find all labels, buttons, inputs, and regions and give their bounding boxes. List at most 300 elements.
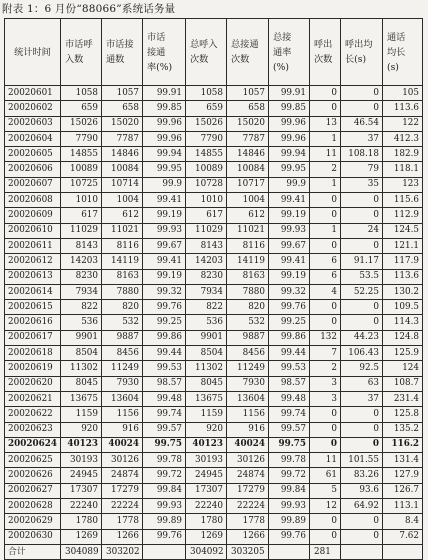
total-cell-total-connected: 303205 [227, 544, 269, 559]
cell-outgoing: 132 [310, 330, 341, 345]
cell-call-avg: 124.5 [383, 223, 423, 238]
cell-local-rate: 99.74 [143, 407, 186, 422]
table-row [5, 453, 423, 468]
cell-local-in: 1058 [61, 86, 102, 101]
cell-local-rate: 99.78 [143, 453, 186, 468]
traffic-table-container [4, 18, 422, 560]
cell-total-rate: 99.32 [269, 284, 310, 299]
cell-local-in: 1269 [61, 529, 102, 544]
cell-local-connected: 24874 [102, 468, 143, 483]
cell-local-in: 11029 [61, 223, 102, 238]
table-caption: 附表 1：6 月份“88066”系统话务量 [2, 3, 176, 15]
table-row [5, 300, 423, 315]
cell-total-in: 8143 [186, 238, 227, 253]
cell-total-rate: 99.76 [269, 300, 310, 315]
cell-call-avg: 182.9 [383, 147, 423, 162]
cell-local-connected: 1778 [102, 514, 143, 529]
cell-outgoing-avg: 37 [341, 131, 383, 146]
cell-local-connected: 820 [102, 300, 143, 315]
cell-call-avg: 126.7 [383, 483, 423, 498]
cell-local-rate: 99.95 [143, 162, 186, 177]
cell-outgoing: 0 [310, 315, 341, 330]
cell-local-connected: 916 [102, 422, 143, 437]
cell-local-in: 1780 [61, 514, 102, 529]
col-header-total-in: 总呼入 次数 [186, 19, 227, 86]
cell-outgoing: 0 [310, 238, 341, 253]
cell-local-connected: 30126 [102, 453, 143, 468]
cell-local-rate: 99.85 [143, 101, 186, 116]
cell-local-in: 22240 [61, 499, 102, 514]
cell-local-rate: 99.96 [143, 131, 186, 146]
cell-outgoing-avg: 0 [341, 101, 383, 116]
cell-outgoing: 4 [310, 284, 341, 299]
cell-total-in: 24945 [186, 468, 227, 483]
table-row [5, 422, 423, 437]
cell-local-connected: 15020 [102, 116, 143, 131]
cell-total-rate: 99.96 [269, 131, 310, 146]
cell-total-connected: 916 [227, 422, 269, 437]
cell-date: 20020627 [5, 483, 61, 498]
cell-outgoing-avg: 79 [341, 162, 383, 177]
cell-total-in: 1780 [186, 514, 227, 529]
cell-outgoing-avg: 92.5 [341, 361, 383, 376]
cell-date: 20020620 [5, 376, 61, 391]
cell-total-rate: 99.67 [269, 238, 310, 253]
cell-total-connected: 14119 [227, 254, 269, 269]
cell-local-rate: 99.32 [143, 284, 186, 299]
cell-local-connected: 658 [102, 101, 143, 116]
cell-total-connected: 10717 [227, 177, 269, 192]
cell-outgoing-avg: 0 [341, 315, 383, 330]
cell-total-rate: 99.89 [269, 514, 310, 529]
cell-outgoing: 0 [310, 208, 341, 223]
cell-total-rate: 99.25 [269, 315, 310, 330]
cell-total-rate: 99.96 [269, 116, 310, 131]
cell-outgoing-avg: 0 [341, 422, 383, 437]
cell-total-connected: 17279 [227, 483, 269, 498]
cell-total-in: 536 [186, 315, 227, 330]
cell-local-in: 10725 [61, 177, 102, 192]
cell-local-connected: 14846 [102, 147, 143, 162]
cell-total-connected: 1266 [227, 529, 269, 544]
cell-local-connected: 17279 [102, 483, 143, 498]
cell-local-rate: 99.93 [143, 499, 186, 514]
table-row [5, 238, 423, 253]
cell-outgoing: 0 [310, 514, 341, 529]
cell-date: 20020609 [5, 208, 61, 223]
total-cell-local-in: 304089 [61, 544, 102, 559]
cell-date: 20020623 [5, 422, 61, 437]
cell-local-in: 8230 [61, 269, 102, 284]
cell-local-rate: 99.75 [143, 437, 186, 452]
col-header-total-connected: 总接通 次数 [227, 19, 269, 86]
table-row [5, 330, 423, 345]
col-header-time: 统计时间 [5, 19, 61, 86]
cell-outgoing: 11 [310, 147, 341, 162]
cell-local-connected: 1004 [102, 193, 143, 208]
cell-local-in: 15026 [61, 116, 102, 131]
cell-total-in: 30193 [186, 453, 227, 468]
cell-outgoing: 0 [310, 101, 341, 116]
cell-local-connected: 1266 [102, 529, 143, 544]
table-row [5, 131, 423, 146]
cell-local-rate: 99.91 [143, 86, 186, 101]
cell-total-rate: 99.74 [269, 407, 310, 422]
table-row [5, 254, 423, 269]
cell-call-avg: 231.4 [383, 391, 423, 406]
cell-call-avg: 109.5 [383, 300, 423, 315]
cell-total-rate: 99.41 [269, 254, 310, 269]
cell-outgoing: 3 [310, 376, 341, 391]
cell-date: 20020630 [5, 529, 61, 544]
cell-local-rate: 99.76 [143, 529, 186, 544]
table-row [5, 483, 423, 498]
cell-total-rate: 99.93 [269, 223, 310, 238]
cell-local-rate: 99.19 [143, 269, 186, 284]
cell-local-connected: 8116 [102, 238, 143, 253]
cell-date: 20020614 [5, 284, 61, 299]
cell-local-in: 659 [61, 101, 102, 116]
total-cell-date: 合计 [5, 544, 61, 559]
cell-local-in: 8504 [61, 346, 102, 361]
cell-local-rate: 99.96 [143, 116, 186, 131]
cell-total-connected: 9887 [227, 330, 269, 345]
cell-total-in: 617 [186, 208, 227, 223]
cell-total-connected: 24874 [227, 468, 269, 483]
cell-outgoing-avg: 64.92 [341, 499, 383, 514]
cell-total-in: 13675 [186, 391, 227, 406]
total-cell-outgoing-avg [341, 544, 383, 559]
cell-outgoing-avg: 46.54 [341, 116, 383, 131]
cell-outgoing-avg: 37 [341, 391, 383, 406]
cell-local-connected: 7880 [102, 284, 143, 299]
cell-total-connected: 1004 [227, 193, 269, 208]
cell-call-avg: 113.6 [383, 269, 423, 284]
cell-total-connected: 14846 [227, 147, 269, 162]
cell-local-in: 9901 [61, 330, 102, 345]
cell-local-rate: 99.25 [143, 315, 186, 330]
total-cell-local-connected: 303202 [102, 544, 143, 559]
cell-local-rate: 99.89 [143, 514, 186, 529]
cell-total-rate: 99.84 [269, 483, 310, 498]
cell-outgoing: 6 [310, 269, 341, 284]
cell-outgoing: 0 [310, 529, 341, 544]
cell-local-rate: 99.41 [143, 254, 186, 269]
cell-outgoing-avg: 0 [341, 238, 383, 253]
cell-total-connected: 1057 [227, 86, 269, 101]
cell-outgoing-avg: 93.6 [341, 483, 383, 498]
cell-date: 20020628 [5, 499, 61, 514]
cell-local-rate: 99.53 [143, 361, 186, 376]
cell-local-in: 920 [61, 422, 102, 437]
cell-local-connected: 612 [102, 208, 143, 223]
cell-total-connected: 7930 [227, 376, 269, 391]
cell-outgoing-avg: 0 [341, 300, 383, 315]
cell-total-rate: 99.85 [269, 101, 310, 116]
cell-total-rate: 99.19 [269, 208, 310, 223]
cell-date: 20020613 [5, 269, 61, 284]
table-row [5, 529, 423, 544]
cell-local-rate: 99.9 [143, 177, 186, 192]
cell-local-rate: 99.84 [143, 483, 186, 498]
traffic-table [4, 18, 423, 560]
cell-local-connected: 532 [102, 315, 143, 330]
table-row [5, 284, 423, 299]
cell-local-in: 10089 [61, 162, 102, 177]
cell-local-rate: 99.67 [143, 238, 186, 253]
cell-total-connected: 1778 [227, 514, 269, 529]
cell-local-connected: 8163 [102, 269, 143, 284]
cell-outgoing-avg: 53.5 [341, 269, 383, 284]
cell-outgoing: 7 [310, 346, 341, 361]
cell-outgoing: 13 [310, 116, 341, 131]
cell-total-in: 10089 [186, 162, 227, 177]
cell-outgoing-avg: 0 [341, 529, 383, 544]
cell-outgoing-avg: 35 [341, 177, 383, 192]
cell-total-rate: 99.41 [269, 193, 310, 208]
cell-outgoing: 12 [310, 499, 341, 514]
cell-local-connected: 7930 [102, 376, 143, 391]
cell-total-rate: 99.86 [269, 330, 310, 345]
cell-total-in: 15026 [186, 116, 227, 131]
cell-date: 20020603 [5, 116, 61, 131]
cell-total-rate: 99.91 [269, 86, 310, 101]
cell-outgoing-avg: 24 [341, 223, 383, 238]
col-header-local-in: 市话呼 入数 [61, 19, 102, 86]
cell-total-in: 7934 [186, 284, 227, 299]
header-row [5, 19, 423, 86]
cell-outgoing: 61 [310, 468, 341, 483]
cell-call-avg: 118.1 [383, 162, 423, 177]
cell-local-in: 14855 [61, 147, 102, 162]
table-row [5, 361, 423, 376]
cell-local-in: 8045 [61, 376, 102, 391]
cell-local-in: 7790 [61, 131, 102, 146]
cell-date: 20020615 [5, 300, 61, 315]
cell-local-connected: 1156 [102, 407, 143, 422]
cell-total-connected: 7787 [227, 131, 269, 146]
cell-total-connected: 11021 [227, 223, 269, 238]
cell-date: 20020604 [5, 131, 61, 146]
col-header-local-rate: 市话 接通 率(%) [143, 19, 186, 86]
cell-total-rate: 99.53 [269, 361, 310, 376]
cell-date: 20020629 [5, 514, 61, 529]
cell-total-connected: 658 [227, 101, 269, 116]
cell-outgoing-avg: 0 [341, 437, 383, 452]
total-cell-total-in: 304092 [186, 544, 227, 559]
cell-total-connected: 820 [227, 300, 269, 315]
cell-local-in: 1010 [61, 193, 102, 208]
cell-local-connected: 9887 [102, 330, 143, 345]
table-row [5, 101, 423, 116]
cell-outgoing: 3 [310, 391, 341, 406]
cell-total-in: 22240 [186, 499, 227, 514]
cell-total-connected: 8163 [227, 269, 269, 284]
table-row [5, 162, 423, 177]
cell-total-in: 10728 [186, 177, 227, 192]
cell-local-in: 1159 [61, 407, 102, 422]
cell-date: 20020619 [5, 361, 61, 376]
cell-total-connected: 1156 [227, 407, 269, 422]
cell-outgoing-avg: 44.23 [341, 330, 383, 345]
cell-total-in: 1269 [186, 529, 227, 544]
cell-local-in: 617 [61, 208, 102, 223]
cell-local-connected: 14119 [102, 254, 143, 269]
cell-outgoing-avg: 0 [341, 86, 383, 101]
cell-total-connected: 8116 [227, 238, 269, 253]
cell-call-avg: 114.3 [383, 315, 423, 330]
total-cell-total-rate [269, 544, 310, 559]
cell-call-avg: 130.2 [383, 284, 423, 299]
cell-date: 20020605 [5, 147, 61, 162]
table-row [5, 177, 423, 192]
cell-call-avg: 412.3 [383, 131, 423, 146]
cell-date: 20020607 [5, 177, 61, 192]
cell-local-rate: 99.86 [143, 330, 186, 345]
cell-local-in: 24945 [61, 468, 102, 483]
cell-total-connected: 612 [227, 208, 269, 223]
cell-total-rate: 99.72 [269, 468, 310, 483]
cell-total-connected: 11249 [227, 361, 269, 376]
cell-total-rate: 99.78 [269, 453, 310, 468]
cell-total-rate: 99.95 [269, 162, 310, 177]
total-row [5, 544, 423, 559]
cell-outgoing-avg: 52.25 [341, 284, 383, 299]
cell-call-avg: 124.8 [383, 330, 423, 345]
cell-outgoing: 0 [310, 422, 341, 437]
cell-local-rate: 99.94 [143, 147, 186, 162]
cell-outgoing: 2 [310, 361, 341, 376]
cell-local-connected: 7787 [102, 131, 143, 146]
cell-call-avg: 108.7 [383, 376, 423, 391]
cell-outgoing-avg: 91.17 [341, 254, 383, 269]
table-row [5, 376, 423, 391]
cell-local-rate: 99.93 [143, 223, 186, 238]
cell-local-rate: 99.48 [143, 391, 186, 406]
cell-total-in: 659 [186, 101, 227, 116]
cell-call-avg: 131.4 [383, 453, 423, 468]
table-row [5, 346, 423, 361]
cell-local-in: 17307 [61, 483, 102, 498]
cell-total-connected: 40024 [227, 437, 269, 452]
cell-call-avg: 123 [383, 177, 423, 192]
cell-total-rate: 99.19 [269, 269, 310, 284]
cell-total-in: 8504 [186, 346, 227, 361]
cell-local-in: 13675 [61, 391, 102, 406]
cell-outgoing-avg: 108.18 [341, 147, 383, 162]
table-row [5, 208, 423, 223]
table-row [5, 193, 423, 208]
cell-date: 20020618 [5, 346, 61, 361]
cell-local-connected: 11249 [102, 361, 143, 376]
cell-outgoing: 1 [310, 131, 341, 146]
cell-local-rate: 99.41 [143, 193, 186, 208]
cell-local-in: 8143 [61, 238, 102, 253]
cell-outgoing-avg: 83.26 [341, 468, 383, 483]
cell-call-avg: 117.9 [383, 254, 423, 269]
cell-date: 20020612 [5, 254, 61, 269]
cell-call-avg: 113.6 [383, 101, 423, 116]
cell-date: 20020625 [5, 453, 61, 468]
cell-local-connected: 10084 [102, 162, 143, 177]
cell-date: 20020608 [5, 193, 61, 208]
cell-total-connected: 13604 [227, 391, 269, 406]
cell-local-rate: 99.72 [143, 468, 186, 483]
cell-call-avg: 125.9 [383, 346, 423, 361]
cell-total-in: 17307 [186, 483, 227, 498]
cell-call-avg: 125.8 [383, 407, 423, 422]
table-row [5, 437, 423, 452]
cell-total-in: 1159 [186, 407, 227, 422]
cell-total-in: 9901 [186, 330, 227, 345]
cell-local-in: 30193 [61, 453, 102, 468]
cell-outgoing: 0 [310, 407, 341, 422]
cell-date: 20020617 [5, 330, 61, 345]
cell-local-connected: 11021 [102, 223, 143, 238]
cell-outgoing: 0 [310, 300, 341, 315]
table-row [5, 407, 423, 422]
cell-total-in: 8045 [186, 376, 227, 391]
table-row [5, 86, 423, 101]
cell-local-in: 7934 [61, 284, 102, 299]
cell-local-in: 40123 [61, 437, 102, 452]
cell-local-connected: 8456 [102, 346, 143, 361]
cell-outgoing: 0 [310, 437, 341, 452]
cell-local-rate: 99.44 [143, 346, 186, 361]
cell-total-rate: 99.76 [269, 529, 310, 544]
cell-total-in: 11029 [186, 223, 227, 238]
cell-date: 20020610 [5, 223, 61, 238]
cell-local-rate: 99.76 [143, 300, 186, 315]
table-row [5, 269, 423, 284]
table-row [5, 499, 423, 514]
cell-local-in: 11302 [61, 361, 102, 376]
cell-outgoing: 0 [310, 193, 341, 208]
cell-call-avg: 8.4 [383, 514, 423, 529]
cell-date: 20020602 [5, 101, 61, 116]
cell-local-connected: 13604 [102, 391, 143, 406]
cell-outgoing-avg: 63 [341, 376, 383, 391]
cell-total-connected: 22224 [227, 499, 269, 514]
cell-date: 20020626 [5, 468, 61, 483]
cell-date: 20020622 [5, 407, 61, 422]
cell-total-in: 1010 [186, 193, 227, 208]
cell-date: 20020606 [5, 162, 61, 177]
cell-total-rate: 99.93 [269, 499, 310, 514]
table-row [5, 147, 423, 162]
cell-call-avg: 105 [383, 86, 423, 101]
cell-total-connected: 30126 [227, 453, 269, 468]
table-body [5, 86, 423, 560]
cell-outgoing-avg: 0 [341, 193, 383, 208]
cell-call-avg: 127.9 [383, 468, 423, 483]
cell-total-rate: 99.44 [269, 346, 310, 361]
total-cell-call-avg [383, 544, 423, 559]
cell-total-in: 14203 [186, 254, 227, 269]
cell-local-connected: 1057 [102, 86, 143, 101]
col-header-local-connected: 市话接 通数 [102, 19, 143, 86]
cell-outgoing: 5 [310, 483, 341, 498]
cell-call-avg: 135.2 [383, 422, 423, 437]
cell-outgoing: 0 [310, 86, 341, 101]
table-row [5, 391, 423, 406]
cell-outgoing: 1 [310, 223, 341, 238]
cell-local-connected: 22224 [102, 499, 143, 514]
cell-total-connected: 8456 [227, 346, 269, 361]
cell-outgoing-avg: 0 [341, 514, 383, 529]
cell-total-in: 7790 [186, 131, 227, 146]
col-header-outgoing-avg: 呼出均 长(s) [341, 19, 383, 86]
